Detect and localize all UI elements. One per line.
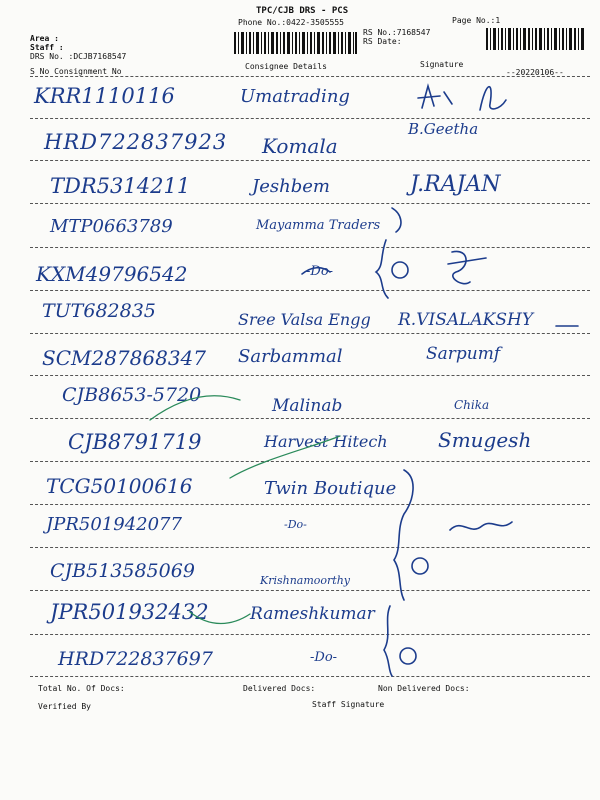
delivered-docs-label: Delivered Docs:	[243, 684, 316, 693]
column-header-consignee: Consignee Details	[245, 62, 327, 71]
rs-number: RS No.:7168547	[363, 28, 431, 37]
recipient-signature: B.Geetha	[408, 120, 479, 138]
consignee-name: Mayamma Traders	[256, 218, 381, 233]
consignee-name: Malinab	[272, 396, 343, 416]
consignee-name: Komala	[262, 134, 338, 158]
consignment-number: MTP0663789	[50, 216, 173, 237]
consignee-name: Sarbammal	[238, 346, 343, 367]
recipient-signature: Chika	[454, 398, 490, 412]
consignee-name: Harvest Hitech	[264, 432, 388, 451]
consignment-number: CJB513585069	[50, 560, 195, 582]
consignment-number: HRD722837697	[58, 648, 213, 670]
consignee-name: -Do-	[310, 650, 338, 665]
consignment-number: TDR5314211	[50, 174, 191, 198]
consignment-number: TUT682835	[42, 300, 156, 322]
consignee-name: Jeshbem	[252, 176, 330, 197]
recipient-signature: Sarpumf	[426, 344, 501, 364]
consignee-name: Twin Boutique	[264, 478, 397, 499]
drs-number: DRS No. :DCJB7168547	[30, 52, 127, 61]
consignee-name: Krishnamoorthy	[260, 574, 351, 587]
consignment-number: CJB8653-5720	[62, 384, 202, 406]
consignee-name: Umatrading	[240, 86, 350, 107]
staff-label: Staff :	[30, 43, 64, 52]
recipient-signature: J.RAJAN	[410, 172, 501, 197]
consignee-name: -Do-	[284, 518, 307, 531]
phone-number: Phone No.:0422-3505555	[238, 18, 344, 27]
consignment-number: JPR501932432	[50, 600, 209, 624]
consignment-number: HRD722837923	[44, 130, 228, 154]
document-title: TPC/CJB DRS - PCS	[256, 6, 349, 16]
recipient-signature: Smugesh	[438, 428, 532, 452]
consignment-number: SCM287868347	[42, 346, 207, 370]
area-label: Area :	[30, 34, 59, 43]
total-docs-label: Total No. Of Docs:	[38, 684, 125, 693]
column-header-signature: Signature	[420, 60, 464, 69]
staff-signature-label: Staff Signature	[312, 700, 385, 709]
consignee-name: Rameshkumar	[250, 604, 375, 624]
non-delivered-docs-label: Non Delivered Docs:	[378, 684, 470, 693]
consignee-name: Sree Valsa Engg	[238, 310, 371, 329]
consignment-number: JPR501942077	[46, 514, 182, 535]
column-header-consignment: S No Consignment No	[30, 67, 122, 76]
rs-date: RS Date:	[363, 37, 402, 46]
page-number: Page No.:1	[452, 16, 501, 25]
verified-by-label: Verified By	[38, 702, 91, 711]
consignment-number: CJB8791719	[68, 430, 202, 454]
consignment-number: KXM49796542	[36, 262, 188, 286]
date-mark: --20220106--	[506, 68, 564, 77]
consignment-number: KRR1110116	[34, 84, 175, 108]
recipient-signature: R.VISALAKSHY	[398, 310, 534, 330]
consignment-number: TCG50100616	[46, 474, 193, 498]
consignee-name: -Do-	[306, 264, 334, 279]
